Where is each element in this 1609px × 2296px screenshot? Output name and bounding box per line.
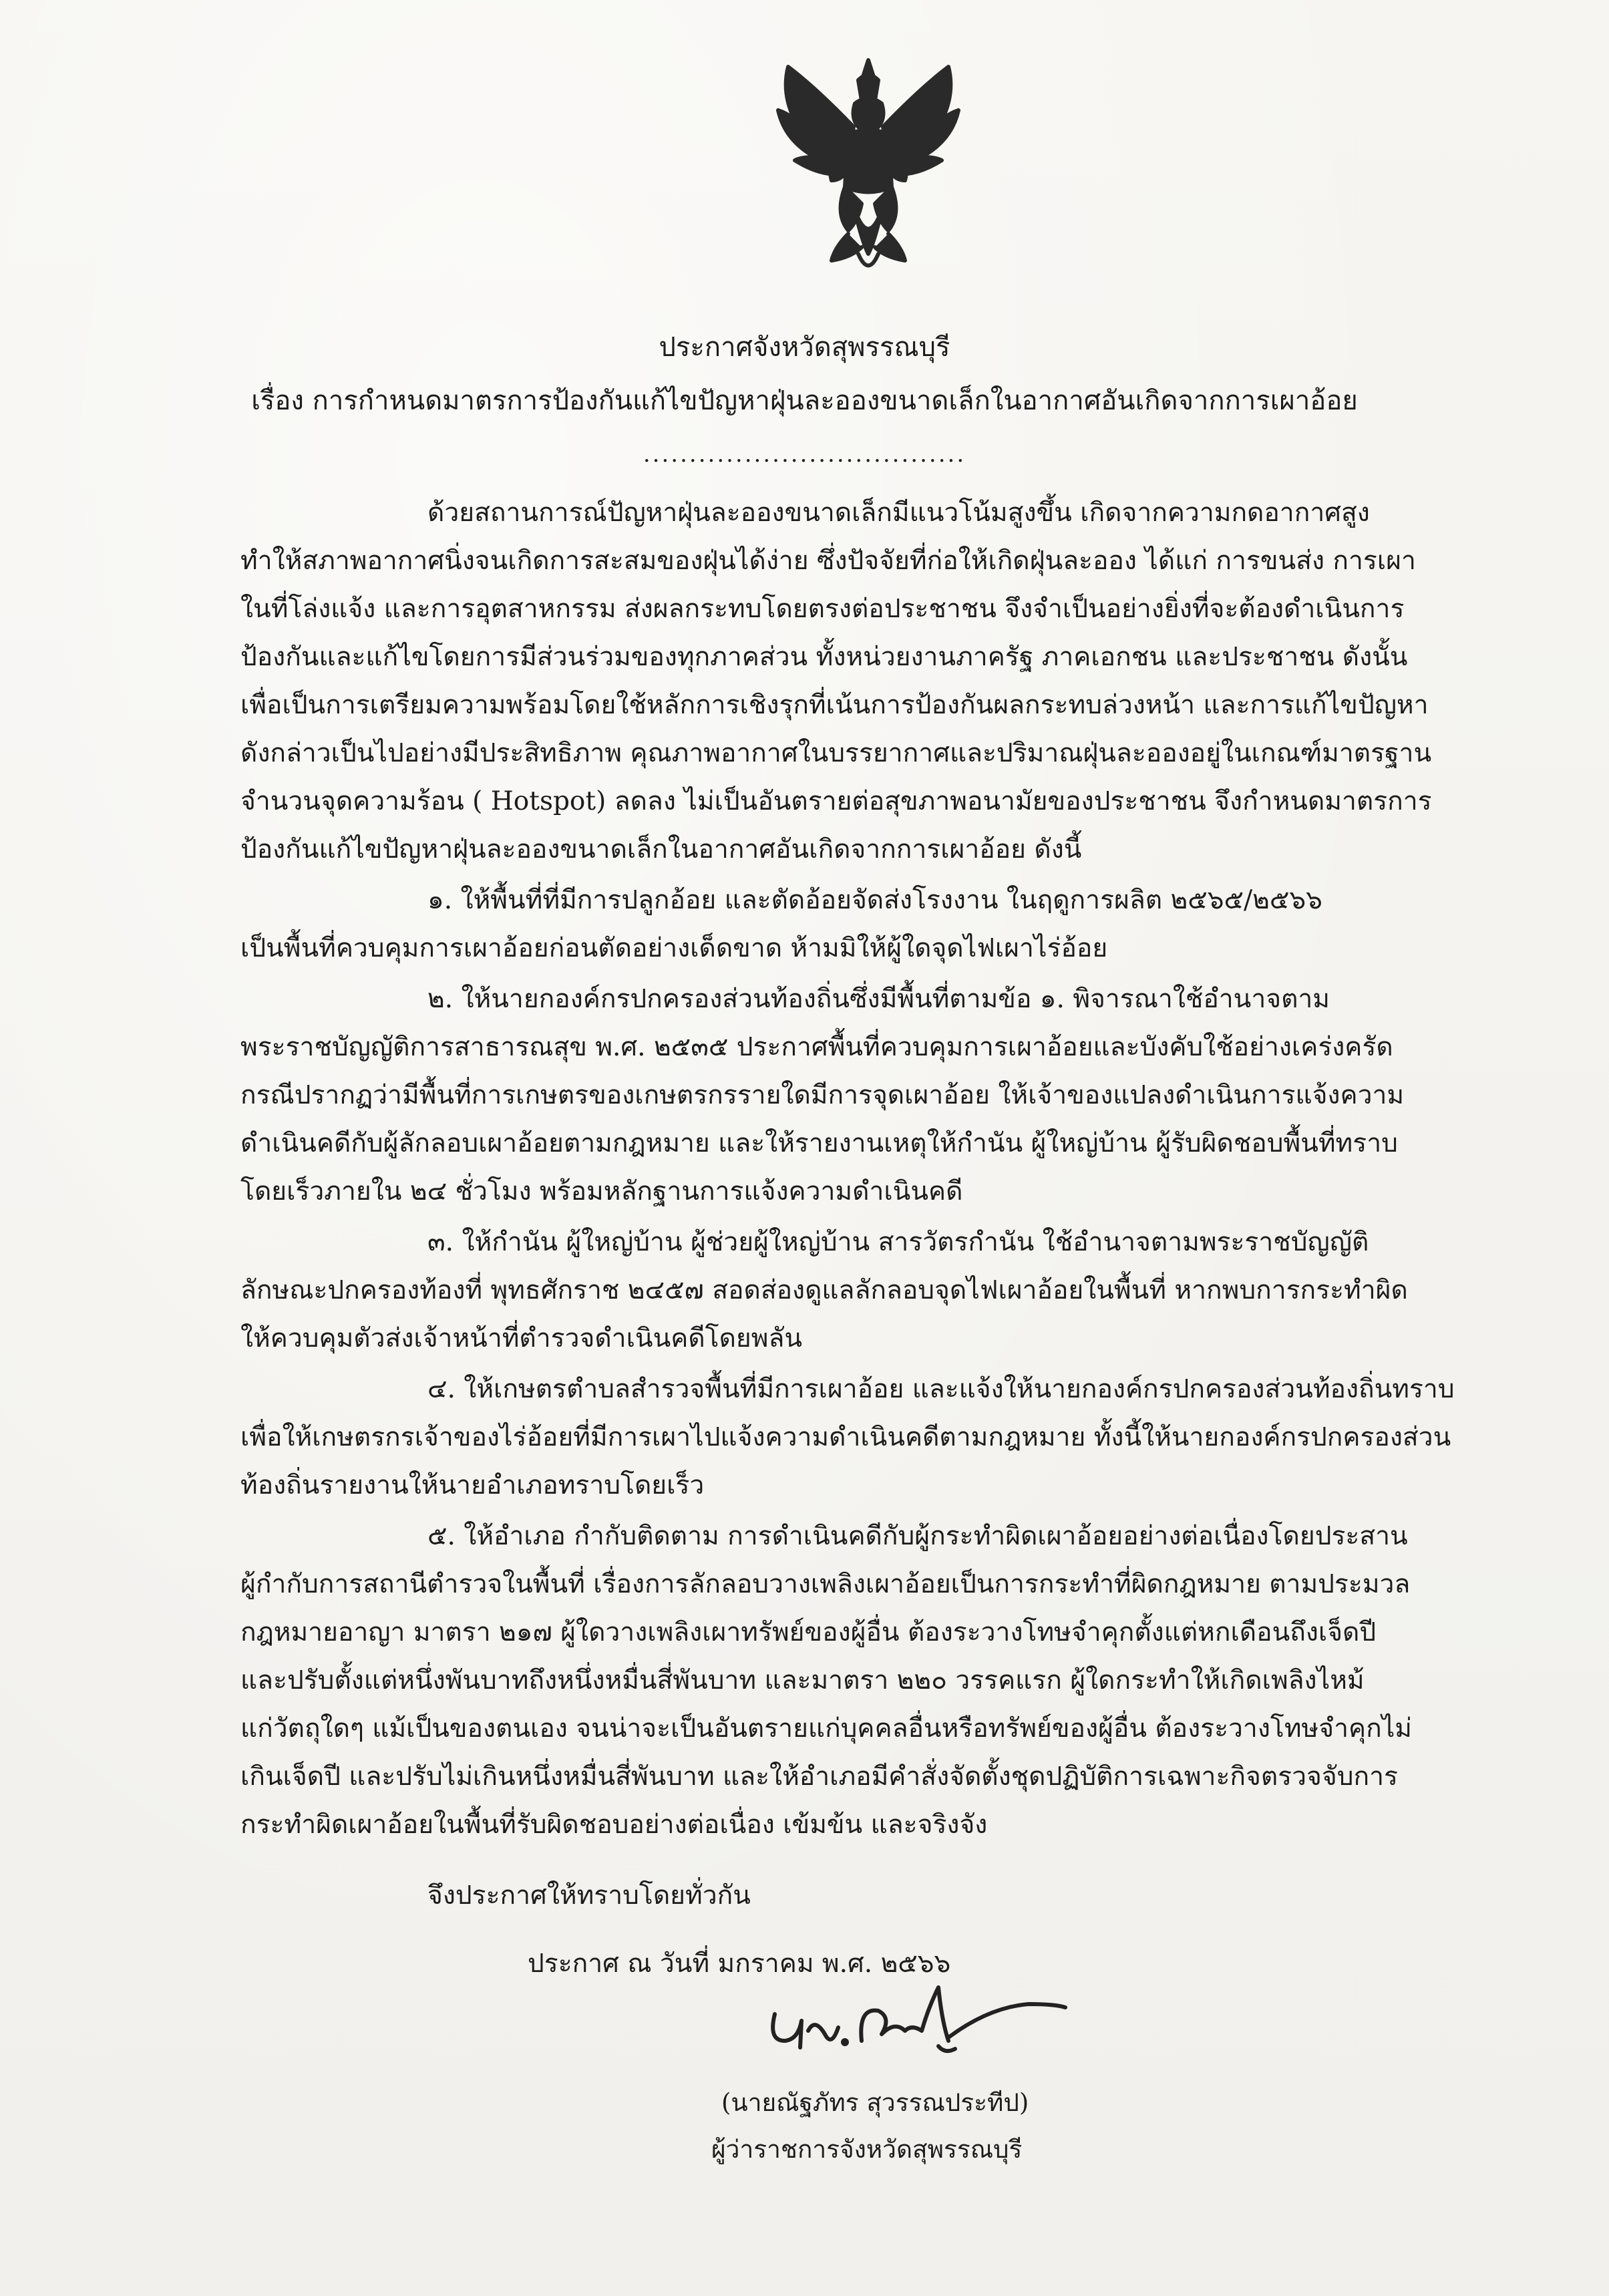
clause-2-line: ดำเนินคดีกับผู้ลักลอบเผาอ้อยตามกฎหมาย และให้รายงานเหตุให้กำนัน ผู้ใหญ่บ้าน ผู้รับผิดชอบพื้นที่ทราบ	[240, 1128, 1398, 1158]
clause-4-line: เพื่อให้เกษตรกรเจ้าของไร่อ้อยที่มีการเผาไปแจ้งความดำเนินคดีตามกฎหมาย ทั้งนี้ให้นายกองค์กรปกครองส่วน	[240, 1422, 1451, 1452]
clause-5-line: และปรับตั้งแต่หนึ่งพันบาทถึงหนึ่งหมื่นสี่พันบาท และมาตรา ๒๒๐ วรรคแรก ผู้ใดกระทำให้เกิดเพลิงไหม้	[240, 1665, 1365, 1695]
announcement-date: ประกาศ ณ วันที่ มกราคม พ.ศ. ๒๕๖๖	[528, 1949, 951, 1979]
clause-3-line: ลักษณะปกครองท้องที่ พุทธศักราช ๒๔๕๗ สอดส่องดูแลลักลอบจุดไฟเผาอ้อยในพื้นที่ หากพบการกระทำผิด	[240, 1275, 1408, 1305]
clause-2-line: พระราชบัญญัติการสาธารณสุข พ.ศ. ๒๕๓๕ ประกาศพื้นที่ควบคุมการเผาอ้อยและบังคับใช้อย่างเคร่งครัด	[240, 1032, 1393, 1062]
clause-2-line: โดยเร็วภายใน ๒๔ ชั่วโมง พร้อมหลักฐานการแจ้งความดำเนินคดี	[240, 1176, 963, 1206]
document-title: ประกาศจังหวัดสุพรรณบุรี	[659, 332, 950, 363]
clause-5-line: กระทำผิดเผาอ้อยในพื้นที่รับผิดชอบอย่างต่อเนื่อง เข้มข้น และจริงจัง	[240, 1810, 988, 1840]
garuda-emblem-icon	[768, 47, 968, 287]
clause-1-line: ๑. ให้พื้นที่ที่มีการปลูกอ้อย และตัดอ้อยจัดส่งโรงงาน ในฤดูการผลิต ๒๕๖๕/๒๕๖๖	[427, 885, 1322, 915]
body-line: ป้องกันแก้ไขปัญหาฝุ่นละอองขนาดเล็กในอากาศอันเกิดจากการเผาอ้อย ดังนี้	[240, 834, 1082, 864]
clause-5-line: ๕. ให้อำเภอ กำกับติดตาม การดำเนินคดีกับผู้กระทำผิดเผาอ้อยอย่างต่อเนื่องโดยประสาน	[427, 1521, 1408, 1551]
handwritten-signature	[761, 1967, 1069, 2061]
clause-3-line: ให้ควบคุมตัวส่งเจ้าหน้าที่ตำรวจดำเนินคดีโดยพลัน	[240, 1323, 803, 1353]
document-subject: เรื่อง การกำหนดมาตรการป้องกันแก้ไขปัญหาฝุ่นละอองขนาดเล็กในอากาศอันเกิดจากการเผาอ้อย	[251, 385, 1358, 416]
clause-5-line: กฎหมายอาญา มาตรา ๒๑๗ ผู้ใดวางเพลิงเผาทรัพย์ของผู้อื่น ต้องระวางโทษจำคุกตั้งแต่หกเดือนถึงเจ็ดปี	[240, 1617, 1377, 1647]
body-line: ทำให้สภาพอากาศนิ่งจนเกิดการสะสมของฝุ่นได้ง่าย ซึ่งปัจจัยที่ก่อให้เกิดฝุ่นละออง ได้แก่ การขนส่ง การเผา	[240, 546, 1416, 576]
clause-4-line: ท้องถิ่นรายงานให้นายอำเภอทราบโดยเร็ว	[240, 1470, 705, 1500]
separator-line: ...................................	[643, 441, 966, 468]
clause-1-line: เป็นพื้นที่ควบคุมการเผาอ้อยก่อนตัดอย่างเด็ดขาด ห้ามมิให้ผู้ใดจุดไฟเผาไร่อ้อย	[240, 933, 1108, 963]
clause-3-line: ๓. ให้กำนัน ผู้ใหญ่บ้าน ผู้ช่วยผู้ใหญ่บ้าน สารวัตรกำนัน ใช้อำนาจตามพระราชบัญญัติ	[427, 1227, 1369, 1257]
body-line: ด้วยสถานการณ์ปัญหาฝุ่นละอองขนาดเล็กมีแนวโน้มสูงขึ้น เกิดจากความกดอากาศสูง	[427, 498, 1370, 528]
body-line: ป้องกันและแก้ไขโดยการมีส่วนร่วมของทุกภาคส่วน ทั้งหน่วยงานภาครัฐ ภาคเอกชน และประชาชน ดังนั้น	[240, 642, 1408, 672]
body-line: เพื่อเป็นการเตรียมความพร้อมโดยใช้หลักการเชิงรุกที่เน้นการป้องกันผลกระทบล่วงหน้า และการแก้ไขปัญหา	[240, 690, 1429, 720]
clause-5-line: แก่วัตถุใดๆ แม้เป็นของตนเอง จนน่าจะเป็นอันตรายแก่บุคคลอื่นหรือทรัพย์ของผู้อื่น ต้องระวางโทษจำคุกไม่	[240, 1713, 1413, 1744]
signatory-title: ผู้ว่าราชการจังหวัดสุพรรณบุรี	[711, 2135, 1023, 2164]
clause-5-line: ผู้กำกับการสถานีตำรวจในพื้นที่ เรื่องการลักลอบวางเพลิงเผาอ้อยเป็นการกระทำที่ผิดกฎหมาย ตามประมวล	[240, 1569, 1411, 1599]
clause-4-line: ๔. ให้เกษตรตำบลสำรวจพื้นที่มีการเผาอ้อย และแจ้งให้นายกองค์กรปกครองส่วนท้องถิ่นทราบ	[427, 1374, 1455, 1404]
clause-2-line: กรณีปรากฏว่ามีพื้นที่การเกษตรของเกษตรกรรายใดมีการจุดเผาอ้อย ให้เจ้าของแปลงดำเนินการแจ้งความ	[240, 1080, 1405, 1110]
body-line: ในที่โล่งแจ้ง และการอุตสาหกรรม ส่งผลกระทบโดยตรงต่อประชาชน จึงจำเป็นอย่างยิ่งที่จะต้องดำเนินการ	[240, 594, 1405, 624]
signatory-name: (นายณัฐภัทร สุวรรณประทีป)	[721, 2088, 1029, 2117]
clause-5-line: เกินเจ็ดปี และปรับไม่เกินหนึ่งหมื่นสี่พันบาท และให้อำเภอมีคำสั่งจัดตั้งชุดปฏิบัติการเฉพาะกิจตรวจจับการ	[240, 1762, 1398, 1792]
announcement-line: จึงประกาศให้ทราบโดยทั่วกัน	[427, 1880, 751, 1911]
body-line: ดังกล่าวเป็นไปอย่างมีประสิทธิภาพ คุณภาพอากาศในบรรยากาศและปริมาณฝุ่นละอองอยู่ในเกณฑ์มาตรฐาน	[240, 738, 1432, 768]
clause-2-line: ๒. ให้นายกองค์กรปกครองส่วนท้องถิ่นซึ่งมีพื้นที่ตามข้อ ๑. พิจารณาใช้อำนาจตาม	[427, 984, 1330, 1014]
body-line: จำนวนจุดความร้อน ( Hotspot) ลดลง ไม่เป็นอันตรายต่อสุขภาพอนามัยของประชาชน จึงกำหนดมาตรการ	[240, 786, 1432, 816]
